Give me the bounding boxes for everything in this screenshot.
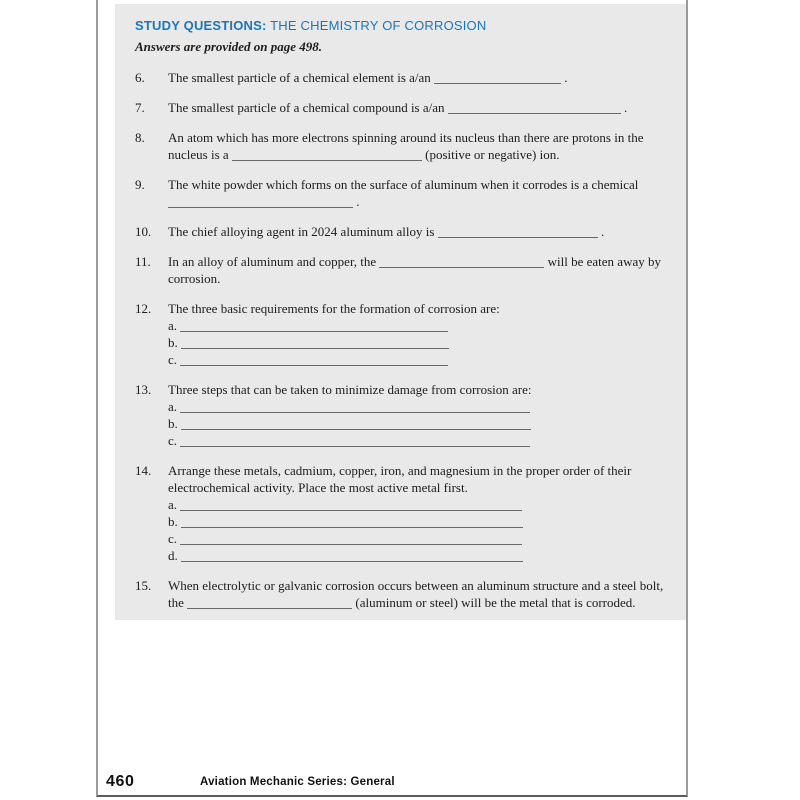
answer-blank [181, 550, 523, 562]
question-body [168, 176, 638, 210]
question-text: The smallest particle of a chemical element is a/an [168, 70, 435, 85]
question-item [135, 129, 686, 163]
answer-blank [187, 597, 352, 609]
question-number: 9. [135, 177, 145, 192]
question-line [168, 547, 631, 564]
question-text: Three steps that can be taken to minimize damage from corrosion are: [168, 382, 532, 397]
question-line [168, 530, 631, 547]
question-number: 8. [135, 130, 145, 145]
question-text: When electrolytic or galvanic corrosion occurs between an aluminum structure and a steel bolt, [168, 578, 664, 593]
study-questions-label: STUDY QUESTIONS: [135, 18, 267, 33]
answer-blank [448, 102, 621, 114]
question-body [168, 129, 643, 163]
question-number: 13. [135, 382, 152, 397]
question-text: The white powder which forms on the surface of aluminum when it corrodes is a chemical [168, 177, 639, 192]
question-item [135, 223, 686, 240]
answer-blank [438, 226, 598, 238]
answer-blank [434, 72, 561, 84]
question-text: b. [168, 514, 181, 529]
answer-blank [180, 533, 522, 545]
question-line [168, 69, 568, 86]
question-line [168, 398, 532, 415]
question-item [135, 577, 686, 611]
answer-blank [180, 499, 522, 511]
question-line [168, 270, 661, 287]
question-item [135, 99, 686, 116]
question-body [168, 223, 604, 240]
answer-blank [181, 337, 449, 349]
study-questions-panel [115, 4, 686, 620]
question-item [135, 176, 686, 210]
question-body [168, 99, 627, 116]
series-title: Aviation Mechanic Series: General [200, 776, 395, 788]
question-text: nucleus is a [168, 147, 232, 162]
question-text: b. [168, 416, 181, 431]
question-body [168, 381, 532, 449]
answers-note: Answers are provided on page 498. [135, 39, 323, 54]
book-page [96, 0, 688, 797]
question-text: corrosion. [168, 271, 221, 286]
question-line [168, 577, 663, 594]
answer-blank [181, 418, 531, 430]
question-item [135, 253, 686, 287]
question-text: An atom which has more electrons spinning around its nucleus than there are protons in the [168, 130, 644, 145]
question-number: 11. [135, 254, 151, 269]
answer-blank [168, 196, 353, 208]
answer-blank [232, 149, 422, 161]
question-line [168, 351, 500, 368]
question-text: a. [168, 497, 181, 512]
question-line [168, 381, 532, 398]
question-line [168, 317, 500, 334]
question-item [135, 300, 686, 368]
question-line [168, 479, 631, 496]
answer-blank [180, 354, 448, 366]
question-line [168, 462, 631, 479]
question-text: will be eaten away by [544, 254, 661, 269]
question-text: a. [168, 318, 181, 333]
question-item [135, 381, 686, 449]
question-body [168, 300, 500, 368]
question-text: c. [168, 531, 181, 546]
question-text: electrochemical activity. Place the most active metal first. [168, 480, 468, 495]
question-text: . [353, 194, 360, 209]
question-text: The chief alloying agent in 2024 aluminum alloy is [168, 224, 438, 239]
question-line [168, 176, 638, 193]
question-text: c. [168, 352, 181, 367]
question-number: 14. [135, 463, 152, 478]
question-line [168, 513, 631, 530]
question-text: In an alloy of aluminum and copper, the [168, 254, 380, 269]
question-number: 12. [135, 301, 152, 316]
question-text: . [597, 224, 605, 239]
page-number: 460 [106, 773, 135, 790]
answer-blank [180, 401, 530, 413]
question-text: (aluminum or steel) will be the metal that is corroded. [352, 595, 636, 610]
question-body [168, 253, 661, 287]
answer-blank [181, 516, 523, 528]
question-text: The three basic requirements for the formation of corrosion are: [168, 301, 500, 316]
answer-blank [180, 320, 448, 332]
answer-blank [379, 256, 544, 268]
question-line [168, 594, 663, 611]
question-text: (positive or negative) ion. [421, 147, 560, 162]
question-line [168, 253, 661, 270]
study-questions-header [135, 17, 686, 34]
question-item [135, 462, 686, 564]
question-body [168, 69, 568, 86]
answer-blank [180, 435, 530, 447]
question-line [168, 99, 627, 116]
question-text: a. [168, 399, 181, 414]
question-line [168, 193, 638, 210]
question-text: . [620, 100, 628, 115]
question-line [168, 432, 532, 449]
question-text: The smallest particle of a chemical compound is a/an [168, 100, 448, 115]
question-line [168, 415, 532, 432]
question-line [168, 129, 643, 146]
question-list [135, 69, 686, 611]
question-text: . [561, 70, 568, 85]
question-number: 15. [135, 578, 152, 593]
question-line [168, 223, 604, 240]
question-number: 10. [135, 224, 152, 239]
question-item [135, 69, 686, 86]
question-body [168, 462, 631, 564]
question-body [168, 577, 663, 611]
question-number: 7. [135, 100, 145, 115]
question-number: 6. [135, 70, 145, 85]
question-line [168, 334, 500, 351]
question-text: b. [168, 335, 181, 350]
question-text: the [168, 595, 188, 610]
question-line [168, 146, 643, 163]
question-line [168, 300, 500, 317]
question-text: Arrange these metals, cadmium, copper, iron, and magnesium in the proper order of their [168, 463, 632, 478]
question-text: c. [168, 433, 181, 448]
study-questions-title: THE CHEMISTRY OF CORROSION [270, 18, 487, 33]
question-text: d. [168, 548, 181, 563]
question-line [168, 496, 631, 513]
